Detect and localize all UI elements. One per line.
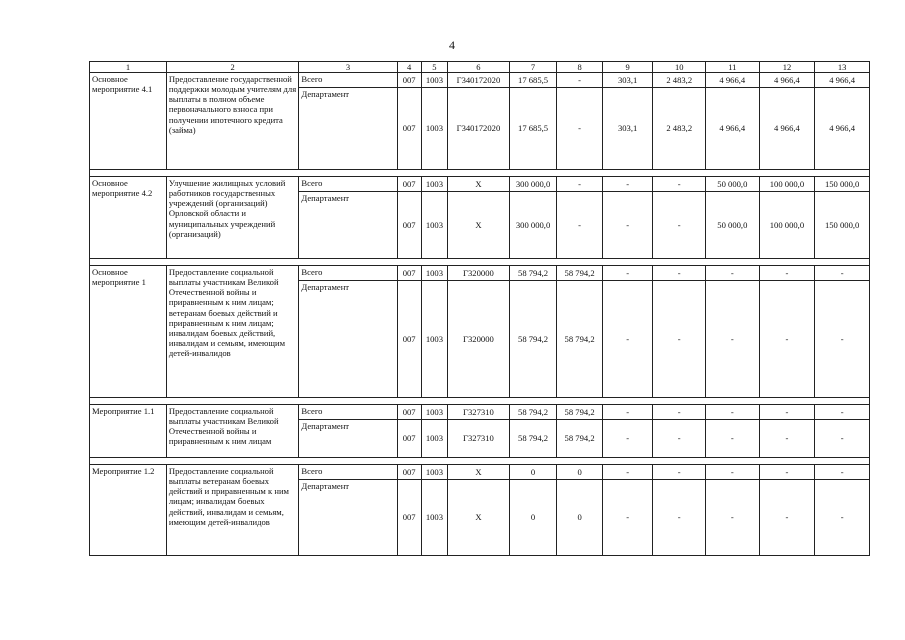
measure-name: Основное мероприятие 1 — [90, 266, 167, 398]
header-cell: 10 — [653, 62, 706, 73]
cell-section: 1003 — [421, 480, 447, 556]
header-cell: 6 — [448, 62, 510, 73]
cell-year: - — [602, 192, 653, 259]
cell-grbs: 007 — [397, 88, 421, 170]
cell-year: 303,1 — [602, 88, 653, 170]
cell-grbs: 007 — [397, 281, 421, 398]
cell-grbs: 007 — [397, 465, 421, 480]
header-cell: 13 — [815, 62, 870, 73]
cell-year: 4 966,4 — [706, 88, 760, 170]
cell-year: - — [759, 465, 815, 480]
row-label: Всего — [299, 73, 397, 88]
spacer-row — [90, 458, 870, 465]
spacer-row — [90, 398, 870, 405]
cell-total: 0 — [509, 465, 557, 480]
cell-year: - — [759, 405, 815, 420]
table-row — [90, 465, 870, 480]
cell-year: 4 966,4 — [815, 73, 870, 88]
table-row — [90, 405, 870, 420]
cell-grbs: 007 — [397, 480, 421, 556]
cell-year: - — [602, 281, 653, 398]
table-row — [90, 266, 870, 281]
cell-section: 1003 — [421, 281, 447, 398]
page-number: 4 — [449, 38, 455, 52]
cell-year: - — [815, 420, 870, 458]
cell-total: 17 685,5 — [509, 73, 557, 88]
cell-year: - — [706, 405, 760, 420]
row-label: Всего — [299, 177, 397, 192]
cell-year: - — [815, 465, 870, 480]
cell-section: 1003 — [421, 405, 447, 420]
measure-description: Предоставление социальной выплаты участникам Великой Отечественной войны и приравненным к ним лицам; ветеранам боевых действий и приравненным к ним лицам; инвалидам боевых действий, инвалидам и семьям, имеющим детей-инвалидов — [166, 266, 299, 398]
cell-year: - — [759, 420, 815, 458]
cell-year: - — [557, 192, 603, 259]
cell-target: Г320000 — [448, 266, 510, 281]
cell-target: Г320000 — [448, 281, 510, 398]
measure-description: Предоставление социальной выплаты ветеранам боевых действий и приравненным к ним лицам; инвалидам боевых действий, инвалидам и семьям, имеющим детей-инвалидов — [166, 465, 299, 556]
cell-year: 0 — [557, 480, 603, 556]
cell-grbs: 007 — [397, 192, 421, 259]
cell-total: 17 685,5 — [509, 88, 557, 170]
cell-year: - — [653, 266, 706, 281]
cell-target: Г327310 — [448, 405, 510, 420]
cell-section: 1003 — [421, 177, 447, 192]
cell-total: 58 794,2 — [509, 405, 557, 420]
cell-total: 58 794,2 — [509, 266, 557, 281]
cell-year: - — [653, 405, 706, 420]
header-cell: 2 — [166, 62, 299, 73]
cell-year: - — [815, 405, 870, 420]
cell-grbs: 007 — [397, 73, 421, 88]
cell-year: - — [557, 177, 603, 192]
table-row — [90, 177, 870, 192]
budget-table — [89, 61, 870, 556]
cell-year: 2 483,2 — [653, 73, 706, 88]
cell-year: 4 966,4 — [759, 88, 815, 170]
cell-year: - — [653, 420, 706, 458]
cell-year: - — [602, 177, 653, 192]
cell-year: - — [706, 420, 760, 458]
cell-year: 100 000,0 — [759, 192, 815, 259]
spacer-row — [90, 170, 870, 177]
cell-total: 58 794,2 — [509, 420, 557, 458]
cell-target: Г340172020 — [448, 73, 510, 88]
cell-year: - — [706, 480, 760, 556]
cell-year: 58 794,2 — [557, 281, 603, 398]
header-cell: 7 — [509, 62, 557, 73]
cell-section: 1003 — [421, 465, 447, 480]
row-label: Департамент — [299, 480, 397, 556]
cell-total: 58 794,2 — [509, 281, 557, 398]
cell-year: 58 794,2 — [557, 266, 603, 281]
measure-name: Мероприятие 1.2 — [90, 465, 167, 556]
row-label: Всего — [299, 405, 397, 420]
cell-year: - — [653, 465, 706, 480]
measure-description: Предоставление социальной выплаты участникам Великой Отечественной войны и приравненным к ним лицам — [166, 405, 299, 458]
cell-year: - — [759, 480, 815, 556]
row-label: Департамент — [299, 281, 397, 398]
cell-section: 1003 — [421, 88, 447, 170]
header-cell: 1 — [90, 62, 167, 73]
header-cell: 9 — [602, 62, 653, 73]
cell-year: 0 — [557, 465, 603, 480]
cell-year: - — [602, 420, 653, 458]
header-cell: 5 — [421, 62, 447, 73]
cell-year: 150 000,0 — [815, 192, 870, 259]
table-row — [90, 73, 870, 88]
cell-target: Х — [448, 177, 510, 192]
row-label: Всего — [299, 266, 397, 281]
row-label: Департамент — [299, 420, 397, 458]
cell-year: - — [759, 281, 815, 398]
cell-year: 50 000,0 — [706, 177, 760, 192]
cell-year: - — [557, 88, 603, 170]
cell-total: 300 000,0 — [509, 177, 557, 192]
cell-year: 58 794,2 — [557, 420, 603, 458]
measure-description: Улучшение жилищных условий работников государственных учреждений (организаций) Орловской области и муниципальных учреждений (организаций) — [166, 177, 299, 259]
cell-year: 4 966,4 — [815, 88, 870, 170]
measure-name: Мероприятие 1.1 — [90, 405, 167, 458]
cell-year: - — [602, 465, 653, 480]
cell-target: Х — [448, 192, 510, 259]
cell-year: - — [815, 281, 870, 398]
measure-name: Основное мероприятие 4.2 — [90, 177, 167, 259]
cell-year: - — [653, 281, 706, 398]
cell-grbs: 007 — [397, 405, 421, 420]
header-cell: 4 — [397, 62, 421, 73]
measure-name: Основное мероприятие 4.1 — [90, 73, 167, 170]
cell-grbs: 007 — [397, 177, 421, 192]
cell-target: Х — [448, 480, 510, 556]
cell-target: Х — [448, 465, 510, 480]
cell-grbs: 007 — [397, 266, 421, 281]
cell-year: 2 483,2 — [653, 88, 706, 170]
cell-grbs: 007 — [397, 420, 421, 458]
cell-year: - — [602, 480, 653, 556]
cell-year: - — [706, 266, 760, 281]
cell-target: Г327310 — [448, 420, 510, 458]
cell-year: 100 000,0 — [759, 177, 815, 192]
cell-section: 1003 — [421, 192, 447, 259]
row-label: Всего — [299, 465, 397, 480]
cell-year: - — [557, 73, 603, 88]
cell-year: 150 000,0 — [815, 177, 870, 192]
cell-target: Г340172020 — [448, 88, 510, 170]
cell-year: - — [653, 177, 706, 192]
header-row — [90, 62, 870, 73]
cell-year: 303,1 — [602, 73, 653, 88]
cell-year: - — [653, 192, 706, 259]
header-cell: 12 — [759, 62, 815, 73]
cell-section: 1003 — [421, 266, 447, 281]
spacer-row — [90, 259, 870, 266]
cell-section: 1003 — [421, 73, 447, 88]
cell-year: - — [653, 480, 706, 556]
header-cell: 8 — [557, 62, 603, 73]
cell-section: 1003 — [421, 420, 447, 458]
cell-year: - — [815, 480, 870, 556]
header-cell: 11 — [706, 62, 760, 73]
cell-total: 0 — [509, 480, 557, 556]
cell-year: 58 794,2 — [557, 405, 603, 420]
cell-year: 50 000,0 — [706, 192, 760, 259]
cell-year: - — [815, 266, 870, 281]
cell-year: 4 966,4 — [759, 73, 815, 88]
header-cell: 3 — [299, 62, 397, 73]
cell-year: 4 966,4 — [706, 73, 760, 88]
row-label: Департамент — [299, 192, 397, 259]
cell-year: - — [706, 465, 760, 480]
measure-description: Предоставление государственной поддержки молодым учителям для выплаты в полном объеме первоначального взноса при получении ипотечного кредита (займа) — [166, 73, 299, 170]
cell-year: - — [602, 266, 653, 281]
row-label: Департамент — [299, 88, 397, 170]
cell-total: 300 000,0 — [509, 192, 557, 259]
cell-year: - — [706, 281, 760, 398]
cell-year: - — [759, 266, 815, 281]
cell-year: - — [602, 405, 653, 420]
